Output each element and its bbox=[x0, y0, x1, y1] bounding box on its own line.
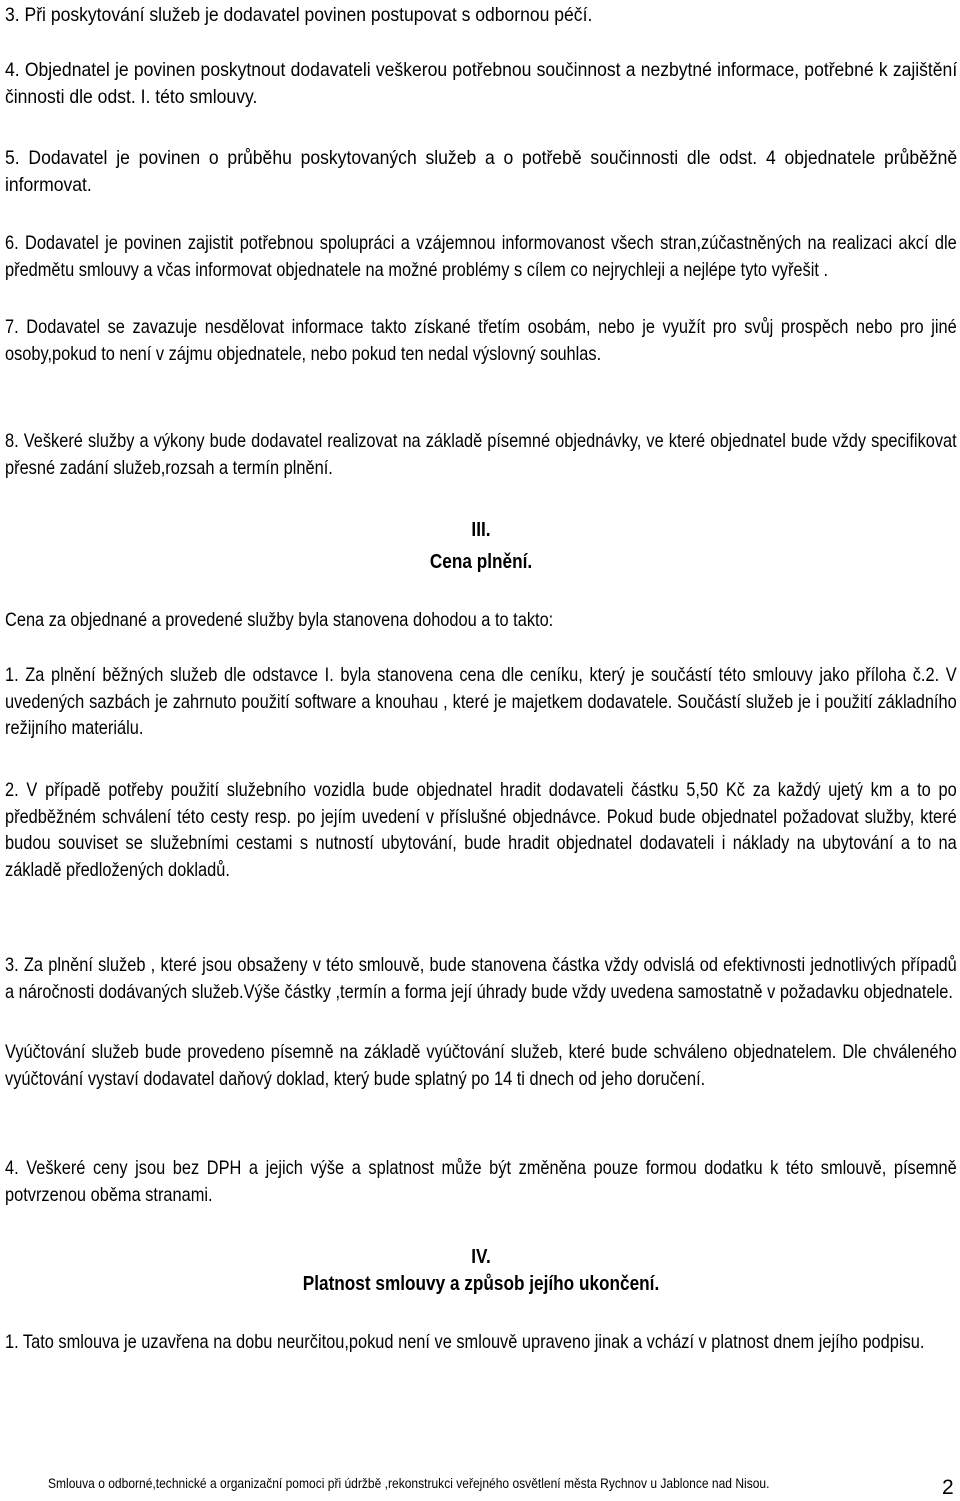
clause-2-8: 8. Veškeré služby a výkony bude dodavatel realizovat na základě písemné objednávky, ve které objednatel bude vždy specifikovat přesné zadání služeb,rozsah a termín plnění. bbox=[5, 430, 957, 479]
price-clause-3: 3. Za plnění služeb , které jsou obsaženy v této smlouvě, bude stanovena částka vždy odvislá od efektivnosti jednotlivých případů a náročnosti dodávaných služeb.Výše částky ,termín a forma její úhrady bude vždy uvedena samostatně v požadavku objednatele. bbox=[5, 954, 957, 1003]
validity-clause-1: 1. Tato smlouva je uzavřena na dobu neurčitou,pokud není ve smlouvě upraveno jinak a vchází v platnost dnem jejího podpisu. bbox=[5, 1331, 925, 1353]
price-clause-2: 2. V případě potřeby použití služebního vozidla bude objednatel hradit dodavateli částku 5,50 Kč za každý ujetý km a to po předběžném schválení této cesty resp. po jejím uvedení v příslušné objednávce. Pokud bude objednatel požadovat služby, které budou souviset se služebními cestami s nutností ubytování, bude hradit objednatel dodavateli i náklady na ubytování a to na základě předložených dokladů. bbox=[5, 779, 957, 881]
section-3-number: III. bbox=[471, 519, 491, 541]
section-4-number: IV. bbox=[471, 1246, 491, 1268]
clause-2-4: 4. Objednatel je povinen poskytnout dodavateli veškerou potřebnou součinnost a nezbytné informace, potřebné k zajištění činnosti dle odst. I. této smlouvy. bbox=[5, 59, 958, 108]
page-number: 2 bbox=[942, 1476, 954, 1499]
clause-2-7: 7. Dodavatel se zavazuje nesdělovat informace takto získané třetím osobám, nebo je využít pro svůj prospěch nebo pro jiné osoby,pokud to není v zájmu objednatele, nebo pokud ten nedal výslovný souhlas. bbox=[5, 316, 957, 365]
page-footer: Smlouva o odborné,technické a organizační pomoci při údržbě ,rekonstrukci veřejného osvětlení města Rychnov u Jablonce nad Nisou. bbox=[48, 1475, 770, 1491]
clause-2-3: 3. Při poskytování služeb je dodavatel povinen postupovat s odbornou péčí. bbox=[5, 4, 593, 26]
clause-2-6: 6. Dodavatel je povinen zajistit potřebnou spolupráci a vzájemnou informovanost všech stran,zúčastněných na realizaci akcí dle předmětu smlouvy a včas informovat objednatele na možné problémy s cílem co nejrychleji a nejlépe tyto vyřešit . bbox=[5, 232, 957, 281]
price-clause-1: 1. Za plnění běžných služeb dle odstavce I. byla stanovena cena dle ceníku, který je součástí této smlouvy jako příloha č.2. V uvedených sazbách je zahrnuto použití software a knouhau , které je majetkem dodavatele. Součástí služeb je i použití základního režijního materiálu. bbox=[5, 664, 957, 739]
clause-2-5: 5. Dodavatel je povinen o průběhu poskytovaných služeb a o potřebě součinnosti dle odst. 4 objednatele průběžně informovat. bbox=[5, 147, 958, 196]
section-3-title: Cena plnění. bbox=[429, 551, 533, 573]
price-clause-4: 4. Veškeré ceny jsou bez DPH a jejich výše a splatnost může být změněna pouze formou dodatku k této smlouvě, písemně potvrzenou oběma stranami. bbox=[5, 1157, 957, 1206]
section-4-title: Platnost smlouvy a způsob jejího ukončení. bbox=[302, 1273, 660, 1295]
price-clause-3-billing: Vyúčtování služeb bude provedeno písemně na základě vyúčtování služeb, které bude schváleno objednatelem. Dle chváleného vyúčtování vystaví dodavatel daňový doklad, který bude splatný po 14 ti dnech od jeho doručení. bbox=[5, 1041, 957, 1090]
section-3-intro: Cena za objednané a provedené služby byla stanovena dohodou a to takto: bbox=[5, 609, 554, 631]
